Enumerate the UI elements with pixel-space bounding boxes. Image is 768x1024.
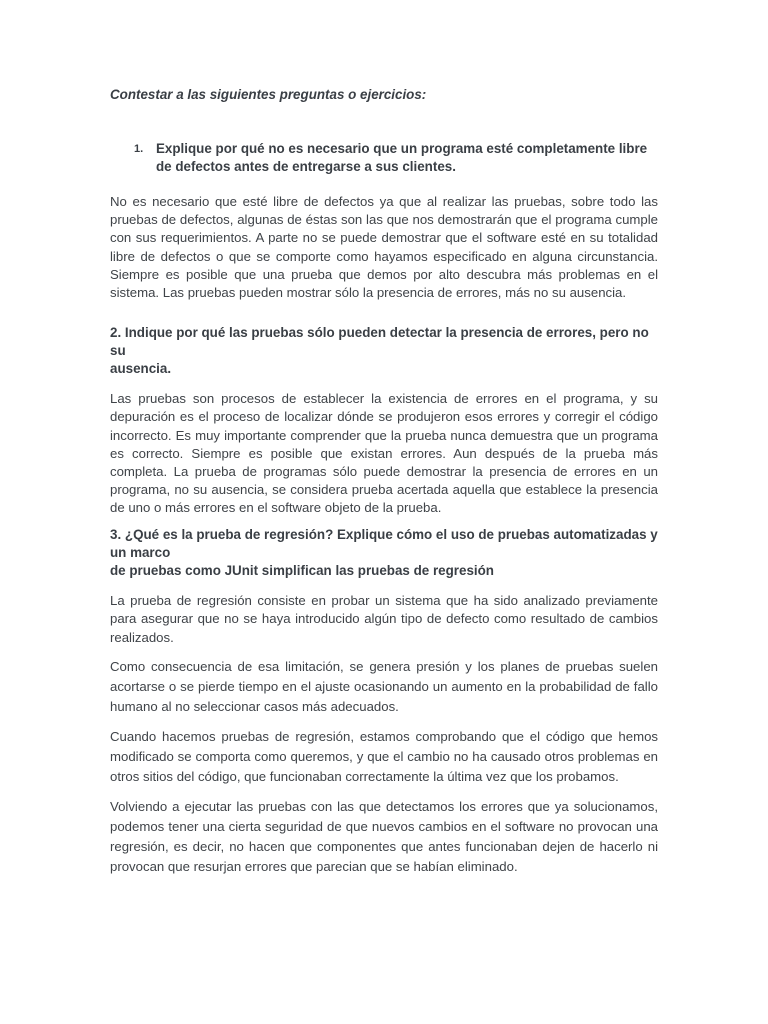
question-1-text: Explique por qué no es necesario que un programa esté completamente libre de defectos antes de entregarse a sus clientes. <box>156 141 648 174</box>
instructions-heading: Contestar a las siguientes preguntas o ejercicios: <box>110 87 427 102</box>
question-3 <box>110 526 658 580</box>
answer-1: No es necesario que esté libre de defectos ya que al realizar las pruebas, sobre todo las pruebas de defectos, algunas de éstas son las que nos demostrarán que el programa cumple con sus requerimientos. A parte no se puede demostrar que el software esté en su totalidad libre de defectos o que se comporte como hayamos especificado en alguna circunstancia. Siempre es posible que una prueba que demos por alto descubra más problemas en el sistema. Las pruebas pueden mostrar sólo la presencia de errores, más no su ausencia. <box>110 194 658 301</box>
question-1-number: 1. <box>134 143 144 155</box>
answer-2: Las pruebas son procesos de establecer la existencia de errores en el programa, y su depuración es el proceso de localizar dónde se produjeron esos errores y corregir el código incorrecto. Es muy importante comprender que la prueba nunca demuestra que un programa es correcto. Siempre es posible que existan errores. Aun después de la prueba más completa. La prueba de programas sólo puede demostrar la presencia de errores en un programa, no su ausencia, se considera prueba acertada aquella que establece la presencia de uno o más errores en el software objeto de la prueba. <box>110 391 658 516</box>
question-2-line-1: 2. Indique por qué las pruebas sólo pueden detectar la presencia de errores, pero no su <box>110 325 649 359</box>
question-3-line-2: de pruebas como JUnit simplifican las pruebas de regresión <box>110 562 494 578</box>
answer-3-paragraph-1: La prueba de regresión consiste en probar un sistema que ha sido analizado previamente para asegurar que no se haya introducido algún tipo de defecto como resultado de cambios realizados. <box>110 592 658 645</box>
answer-3-paragraph-3: Cuando hacemos pruebas de regresión, estamos comprobando que el código que hemos modificado se comporta como queremos, y que el cambio no ha causado otros problemas en otros sitios del código, que funcionaban correctamente la última vez que los probamos. <box>110 729 658 785</box>
answer-3-paragraph-4: Volviendo a ejecutar las pruebas con las que detectamos los errores que ya solucionamos, podemos tener una cierta seguridad de que nuevos cambios en el software no provocan una regresión, es decir, no hacen que componentes que antes funcionaban dejen de hacerlo ni provocan que resurjan errores que parecian que se habían eliminado. <box>110 799 658 875</box>
question-3-line-1: 3. ¿Qué es la prueba de regresión? Explique cómo el uso de pruebas automatizadas y un marco <box>110 526 658 560</box>
question-2-line-2: ausencia. <box>110 361 172 377</box>
answer-3-paragraph-2: Como consecuencia de esa limitación, se genera presión y los planes de pruebas suelen acortarse o se pierde tiempo en el ajuste ocasionando un aumento en la probabilidad de fallo humano al no seleccionar casos más adecuados. <box>110 659 658 715</box>
question-2 <box>110 324 658 378</box>
question-1 <box>134 140 658 176</box>
